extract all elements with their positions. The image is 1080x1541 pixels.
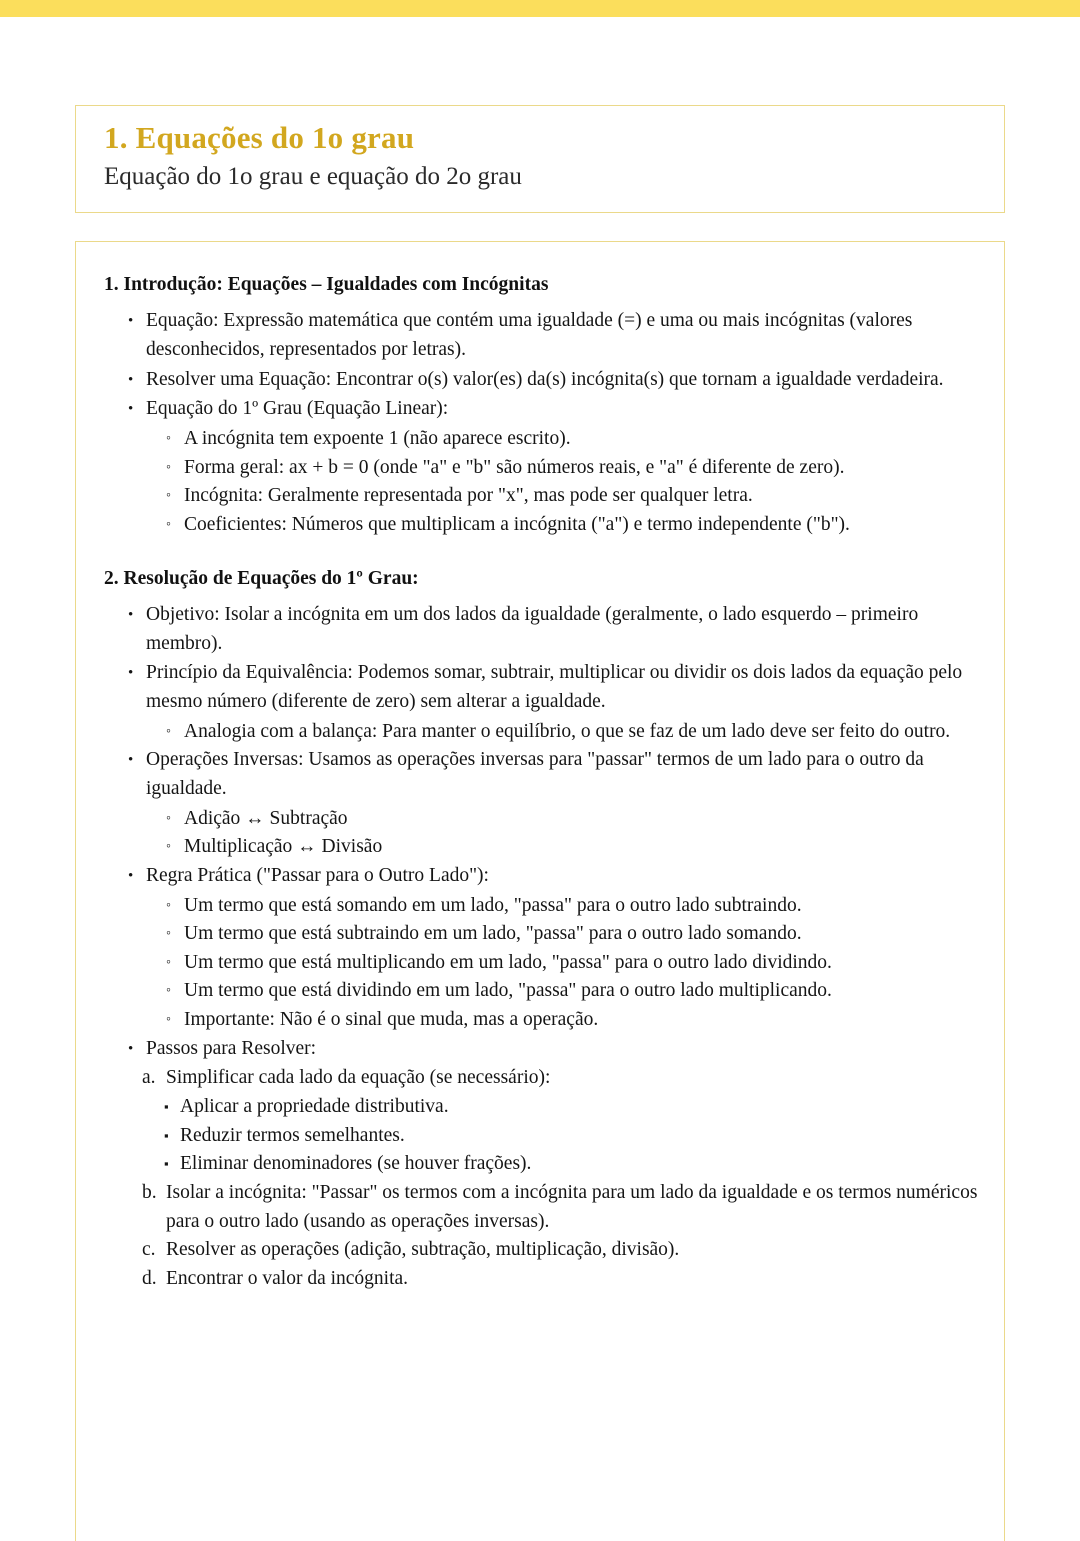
list-item [142, 1179, 982, 1236]
page-subtitle: Equação do 1o grau e equação do 2o grau [104, 162, 522, 190]
list-item [142, 1064, 982, 1093]
page-title: 1. Equações do 1o grau [104, 120, 415, 155]
section1-bullet-list [104, 307, 982, 424]
section2-steps-list-cont [142, 1179, 982, 1294]
bullet-icon: • [128, 1040, 134, 1057]
bullet-icon: • [128, 867, 134, 884]
list-item-label: Operações Inversas: Usamos as operações inversas para "passar" termos de um lado para o outro da igualdade. [146, 749, 924, 799]
square-bullet-icon: ▪ [164, 1099, 169, 1115]
circle-bullet-icon: ◦ [166, 430, 171, 446]
list-item [104, 395, 982, 424]
bullet-icon: • [128, 665, 134, 682]
section-heading-1: 1. Introdução: Equações – Igualdades com Incógnitas [104, 274, 549, 295]
section2-bullet-list-d [104, 1035, 982, 1064]
list-item-label: Um termo que está dividindo em um lado, "passa" para o outro lado multiplicando. [184, 980, 832, 1002]
list-item-label: Um termo que está subtraindo em um lado, "passa" para o outro lado somando. [184, 923, 802, 945]
list-item-label: Importante: Não é o sinal que muda, mas a operação. [184, 1009, 599, 1031]
circle-bullet-icon: ◦ [166, 516, 171, 532]
list-item [142, 1150, 982, 1179]
step-marker: a. [142, 1067, 156, 1089]
section2-sub-list-principio [142, 718, 982, 747]
circle-bullet-icon: ◦ [166, 810, 171, 826]
list-item [142, 1093, 982, 1122]
bullet-icon: • [128, 371, 134, 388]
circle-bullet-icon: ◦ [166, 926, 171, 942]
list-item [142, 920, 982, 949]
list-item [142, 833, 982, 862]
list-item-label: Equação: Expressão matemática que contém uma igualdade (=) e uma ou mais incógnitas (valores desconhecidos, representados por letras). [146, 310, 913, 360]
circle-bullet-icon: ◦ [166, 488, 171, 504]
list-item [142, 892, 982, 921]
list-item [142, 482, 982, 511]
list-item-label: Aplicar a propriedade distributiva. [180, 1096, 449, 1118]
circle-bullet-icon: ◦ [166, 1012, 171, 1028]
list-item-label: Adição ↔ Subtração [184, 807, 348, 829]
top-accent-band [0, 0, 1080, 17]
circle-bullet-icon: ◦ [166, 983, 171, 999]
list-item [104, 659, 982, 716]
list-item-label: Regra Prática ("Passar para o Outro Lado"): [146, 864, 489, 886]
list-item [104, 366, 982, 395]
circle-bullet-icon: ◦ [166, 723, 171, 739]
bullet-icon: • [128, 752, 134, 769]
list-item-label: Eliminar denominadores (se houver frações). [180, 1153, 532, 1175]
list-item [104, 307, 982, 364]
square-bullet-icon: ▪ [164, 1127, 169, 1143]
circle-bullet-icon: ◦ [166, 897, 171, 913]
section2-sub-list-regra [142, 892, 982, 1035]
list-item-label: Passos para Resolver: [146, 1037, 317, 1059]
list-item [142, 1265, 982, 1294]
step-marker: d. [142, 1268, 157, 1290]
list-item-label: Equação do 1º Grau (Equação Linear): [146, 398, 449, 420]
section2-bullet-list-a [104, 601, 982, 717]
list-item [142, 511, 982, 540]
list-item [104, 746, 982, 803]
bullet-icon: • [128, 401, 134, 418]
list-item-label: Princípio da Equivalência: Podemos somar, subtrair, multiplicar ou dividir os dois lados da equação pelo mesmo número (diferente de zero) sem alterar a igualdade. [146, 662, 963, 712]
bullet-icon: • [128, 313, 134, 330]
section2-sub-list-operacoes [142, 805, 982, 862]
list-item-label: Incógnita: Geralmente representada por "x", mas pode ser qualquer letra. [184, 485, 753, 507]
list-item-label: Objetivo: Isolar a incógnita em um dos lados da igualdade (geralmente, o lado esquerdo – primeiro membro). [146, 603, 919, 654]
circle-bullet-icon: ◦ [166, 954, 171, 970]
list-item [104, 1035, 982, 1064]
square-bullet-icon: ▪ [164, 1156, 169, 1172]
list-item-label: Reduzir termos semelhantes. [180, 1124, 405, 1146]
step-marker: b. [142, 1182, 157, 1204]
list-item [142, 1006, 982, 1035]
section-heading-2: 2. Resolução de Equações do 1º Grau: [104, 567, 419, 589]
list-item-label: Encontrar o valor da incógnita. [166, 1268, 409, 1290]
list-item-label: Resolver uma Equação: Encontrar o(s) valor(es) da(s) incógnita(s) que tornam a igualdade verdadeira. [146, 368, 944, 390]
list-item-label: Forma geral: ax + b = 0 (onde "a" e "b" são números reais, e "a" é diferente de zero). [184, 456, 845, 478]
list-item-label: A incógnita tem expoente 1 (não aparece escrito). [184, 427, 571, 449]
list-item-label: Resolver as operações (adição, subtração, multiplicação, divisão). [166, 1239, 680, 1261]
section2-steps-list [142, 1064, 982, 1093]
bullet-icon: • [128, 606, 134, 623]
list-item [142, 1122, 982, 1151]
list-item-label: Multiplicação ↔ Divisão [184, 836, 383, 858]
list-item-label: Isolar a incógnita: "Passar" os termos com a incógnita para um lado da igualdade e os termos numéricos para o outro lado (usando as operações inversas). [166, 1182, 978, 1232]
list-item [142, 425, 982, 454]
circle-bullet-icon: ◦ [166, 459, 171, 475]
list-item [104, 601, 982, 658]
list-item [142, 949, 982, 978]
circle-bullet-icon: ◦ [166, 839, 171, 855]
step-marker: c. [142, 1239, 156, 1261]
list-item [104, 862, 982, 891]
list-item-label: Simplificar cada lado da equação (se necessário): [166, 1067, 551, 1089]
list-item-label: Um termo que está somando em um lado, "passa" para o outro lado subtraindo. [184, 894, 802, 916]
section2-bullet-list-c [104, 862, 982, 891]
list-item [142, 718, 982, 747]
list-item-label: Coeficientes: Números que multiplicam a incógnita ("a") e termo independente ("b"). [184, 513, 850, 535]
step-a-sub-list [142, 1093, 982, 1179]
list-item [142, 977, 982, 1006]
section2-bullet-list-b [104, 746, 982, 803]
list-item [142, 454, 982, 483]
list-item [142, 1236, 982, 1265]
list-item-label: Analogia com a balança: Para manter o equilíbrio, o que se faz de um lado deve ser feito do outro. [184, 720, 951, 742]
document-header-box [75, 105, 1005, 213]
list-item-label: Um termo que está multiplicando em um lado, "passa" para o outro lado dividindo. [184, 951, 832, 973]
document-content-box [75, 241, 1005, 1541]
list-item [142, 805, 982, 834]
section1-sub-list [142, 425, 982, 540]
